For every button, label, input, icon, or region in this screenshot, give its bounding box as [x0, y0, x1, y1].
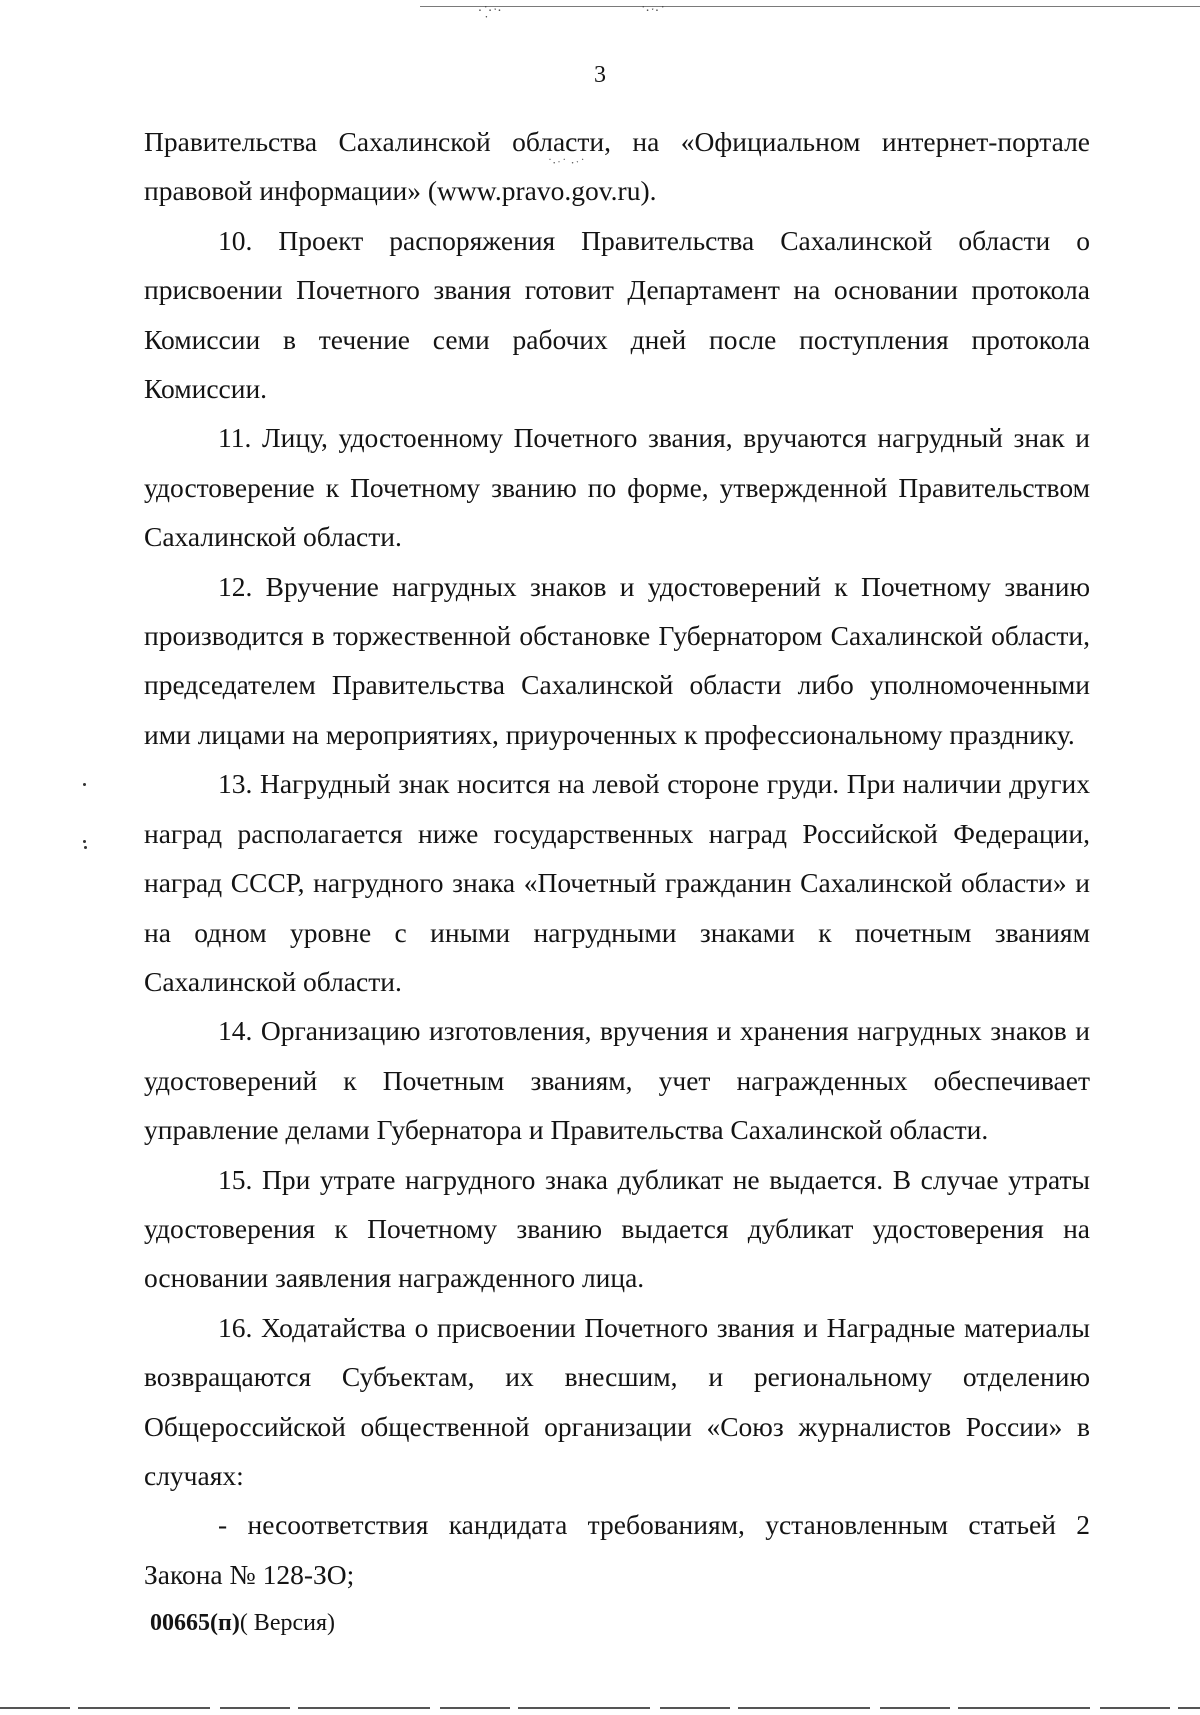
- scan-speck: [84, 846, 87, 849]
- paragraph-13: 13. Нагрудный знак носится на левой стороне груди. При наличии других наград располагается ниже государственных наград Российской Федерации, наград СССР, нагрудного знака «Почетный гражданин Сахалинской области» и на одном уровне с иными нагрудными знаками к почетным званиям Сахалинской области.: [144, 768, 1090, 997]
- paragraph-11: 11. Лицу, удостоенному Почетного звания, вручаются нагрудный знак и удостоверение к Почетному званию по форме, утвержденной Правительством Сахалинской области.: [144, 422, 1090, 553]
- document-body: [144, 117, 1090, 1599]
- page-number: 3: [594, 62, 606, 88]
- paragraph-10: 10. Проект распоряжения Правительства Сахалинской области о присвоении Почетного звания готовит Департамент на основании протокола Комиссии в течение семи рабочих дней после поступления протокола Комиссии.: [144, 224, 1090, 405]
- scan-bottom-line: [0, 1707, 1200, 1709]
- scan-artifact-mark: ˙·ˑ˙ ·ˑ˙: [547, 155, 585, 170]
- document-footer: [150, 1610, 335, 1637]
- document-code: 00665(п): [150, 1610, 240, 1636]
- paragraph-continuation: Правительства Сахалинской области, на «Официальном интернет-портале правовой информации» (www.pravo.gov.ru).: [144, 126, 1090, 207]
- paragraph-12: 12. Вручение нагрудных знаков и удостоверений к Почетному званию производится в торжественной обстановке Губернатором Сахалинской области, председателем Правительства Сахалинской области либо уполномоченными ими лицами на мероприятиях, приуроченных к профессиональному празднику.: [144, 570, 1090, 750]
- scan-artifact-mark: ˙·ˑ·˙: [640, 4, 666, 19]
- scan-top-line: [420, 6, 1200, 7]
- scan-artifact-mark: ·˙̣·ˑ·: [478, 4, 503, 19]
- paragraph-14: 14. Организацию изготовления, вручения и хранения нагрудных знаков и удостоверений к Почетным званиям, учет награжденных обеспечивает управление делами Губернатора и Правительства Сахалинской области.: [144, 1015, 1090, 1146]
- paragraph-15: 15. При утрате нагрудного знака дубликат не выдается. В случае утраты удостоверения к Почетному званию выдается дубликат удостоверения на основании заявления награжденного лица.: [144, 1163, 1090, 1294]
- scan-speck: [83, 783, 86, 786]
- document-version: ( Версия): [239, 1610, 335, 1636]
- paragraph-16: 16. Ходатайства о присвоении Почетного звания и Наградные материалы возвращаются Субъектам, их внесшим, и региональному отделению Общероссийской общественной организации «Союз журналистов России» в случаях:: [144, 1311, 1090, 1491]
- list-item-dash: - несоответствия кандидата требованиям, установленным статьей 2 Закона № 128-ЗО;: [144, 1509, 1090, 1590]
- scan-speck: [83, 840, 86, 843]
